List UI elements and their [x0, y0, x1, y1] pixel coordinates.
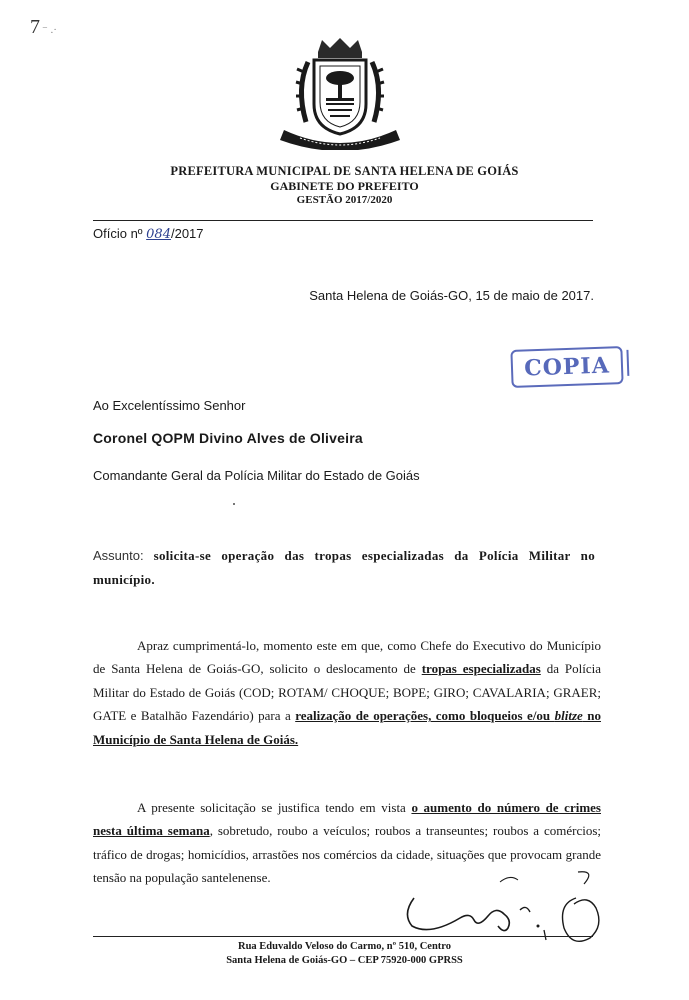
emphasis-operations: realização de operações, como bloqueios e/ou blitze no Município de Santa Helena de Goiás. [93, 708, 601, 747]
department-name: GABINETE DO PREFEITO [270, 179, 419, 193]
administration-term: GESTÃO 2017/2020 [296, 194, 393, 206]
footer-street: Rua Eduvaldo Veloso do Carmo, nº 510, Centro [237, 941, 451, 952]
oficio-handwritten-number: 084 [146, 227, 171, 242]
subject-text: solicita-se operação das tropas especializadas da Polícia Militar no município. [93, 548, 595, 587]
document-date: Santa Helena de Goiás-GO, 15 de maio de 2017. [309, 288, 594, 303]
institution-name: PREFEITURA MUNICIPAL DE SANTA HELENA DE GOIÁS [170, 164, 519, 178]
header-divider [93, 220, 593, 221]
paragraph-request: Apraz cumprimentá-lo, momento este em que, como Chefe do Executivo do Município de Santa Helena de Goiás-GO, solicito o deslocamento de tropas especializadas da Polícia Militar do Estado de Goiás (COD; ROTAM/ CHOQUE; BOPE; GIRO; CAVALARIA; GRAER; GATE e Batalhão Fazendário) para a realização de operações, como bloqueios e/ou blitze no Município de Santa Helena de Goiás. [93, 638, 601, 747]
footer-city: Santa Helena de Goiás-GO – CEP 75920-000 GPRSS [226, 955, 463, 966]
addressee-title: Comandante Geral da Polícia Militar do Estado de Goiás [93, 468, 420, 483]
paragraph-justification: A presente solicitação se justifica tendo em vista o aumento do número de crimes nesta última semana, sobretudo, roubo a veículos; roubos a transeuntes; roubos a comércios; tráfico de drogas; homicídios, arrastões nos comércios da cidade, situações que provocam grande tensão na população santelenense. [93, 800, 601, 886]
copy-stamp: COPIA [510, 346, 623, 388]
addressee-salutation: Ao Excelentíssimo Senhor [93, 398, 246, 413]
pen-scribble: ⁻ .· [42, 24, 57, 36]
page-mark: 7 ⁻ .· [30, 16, 57, 38]
emphasis-special-troops: tropas especializadas [421, 661, 541, 677]
municipal-coat-of-arms [270, 38, 410, 150]
footer-address [0, 940, 689, 968]
emphasis-crime-increase: o aumento do número de crimes nesta última semana [93, 800, 601, 839]
addressee-name: Coronel QOPM Divino Alves de Oliveira [93, 430, 363, 446]
letterhead [0, 164, 689, 206]
ink-speck [233, 503, 235, 505]
subject-line [93, 544, 595, 592]
subject-label: Assunto: [93, 548, 144, 563]
footer-divider [93, 936, 593, 937]
handwritten-signature [400, 868, 640, 950]
oficio-reference: Ofício nº 084/2017 [93, 226, 204, 242]
